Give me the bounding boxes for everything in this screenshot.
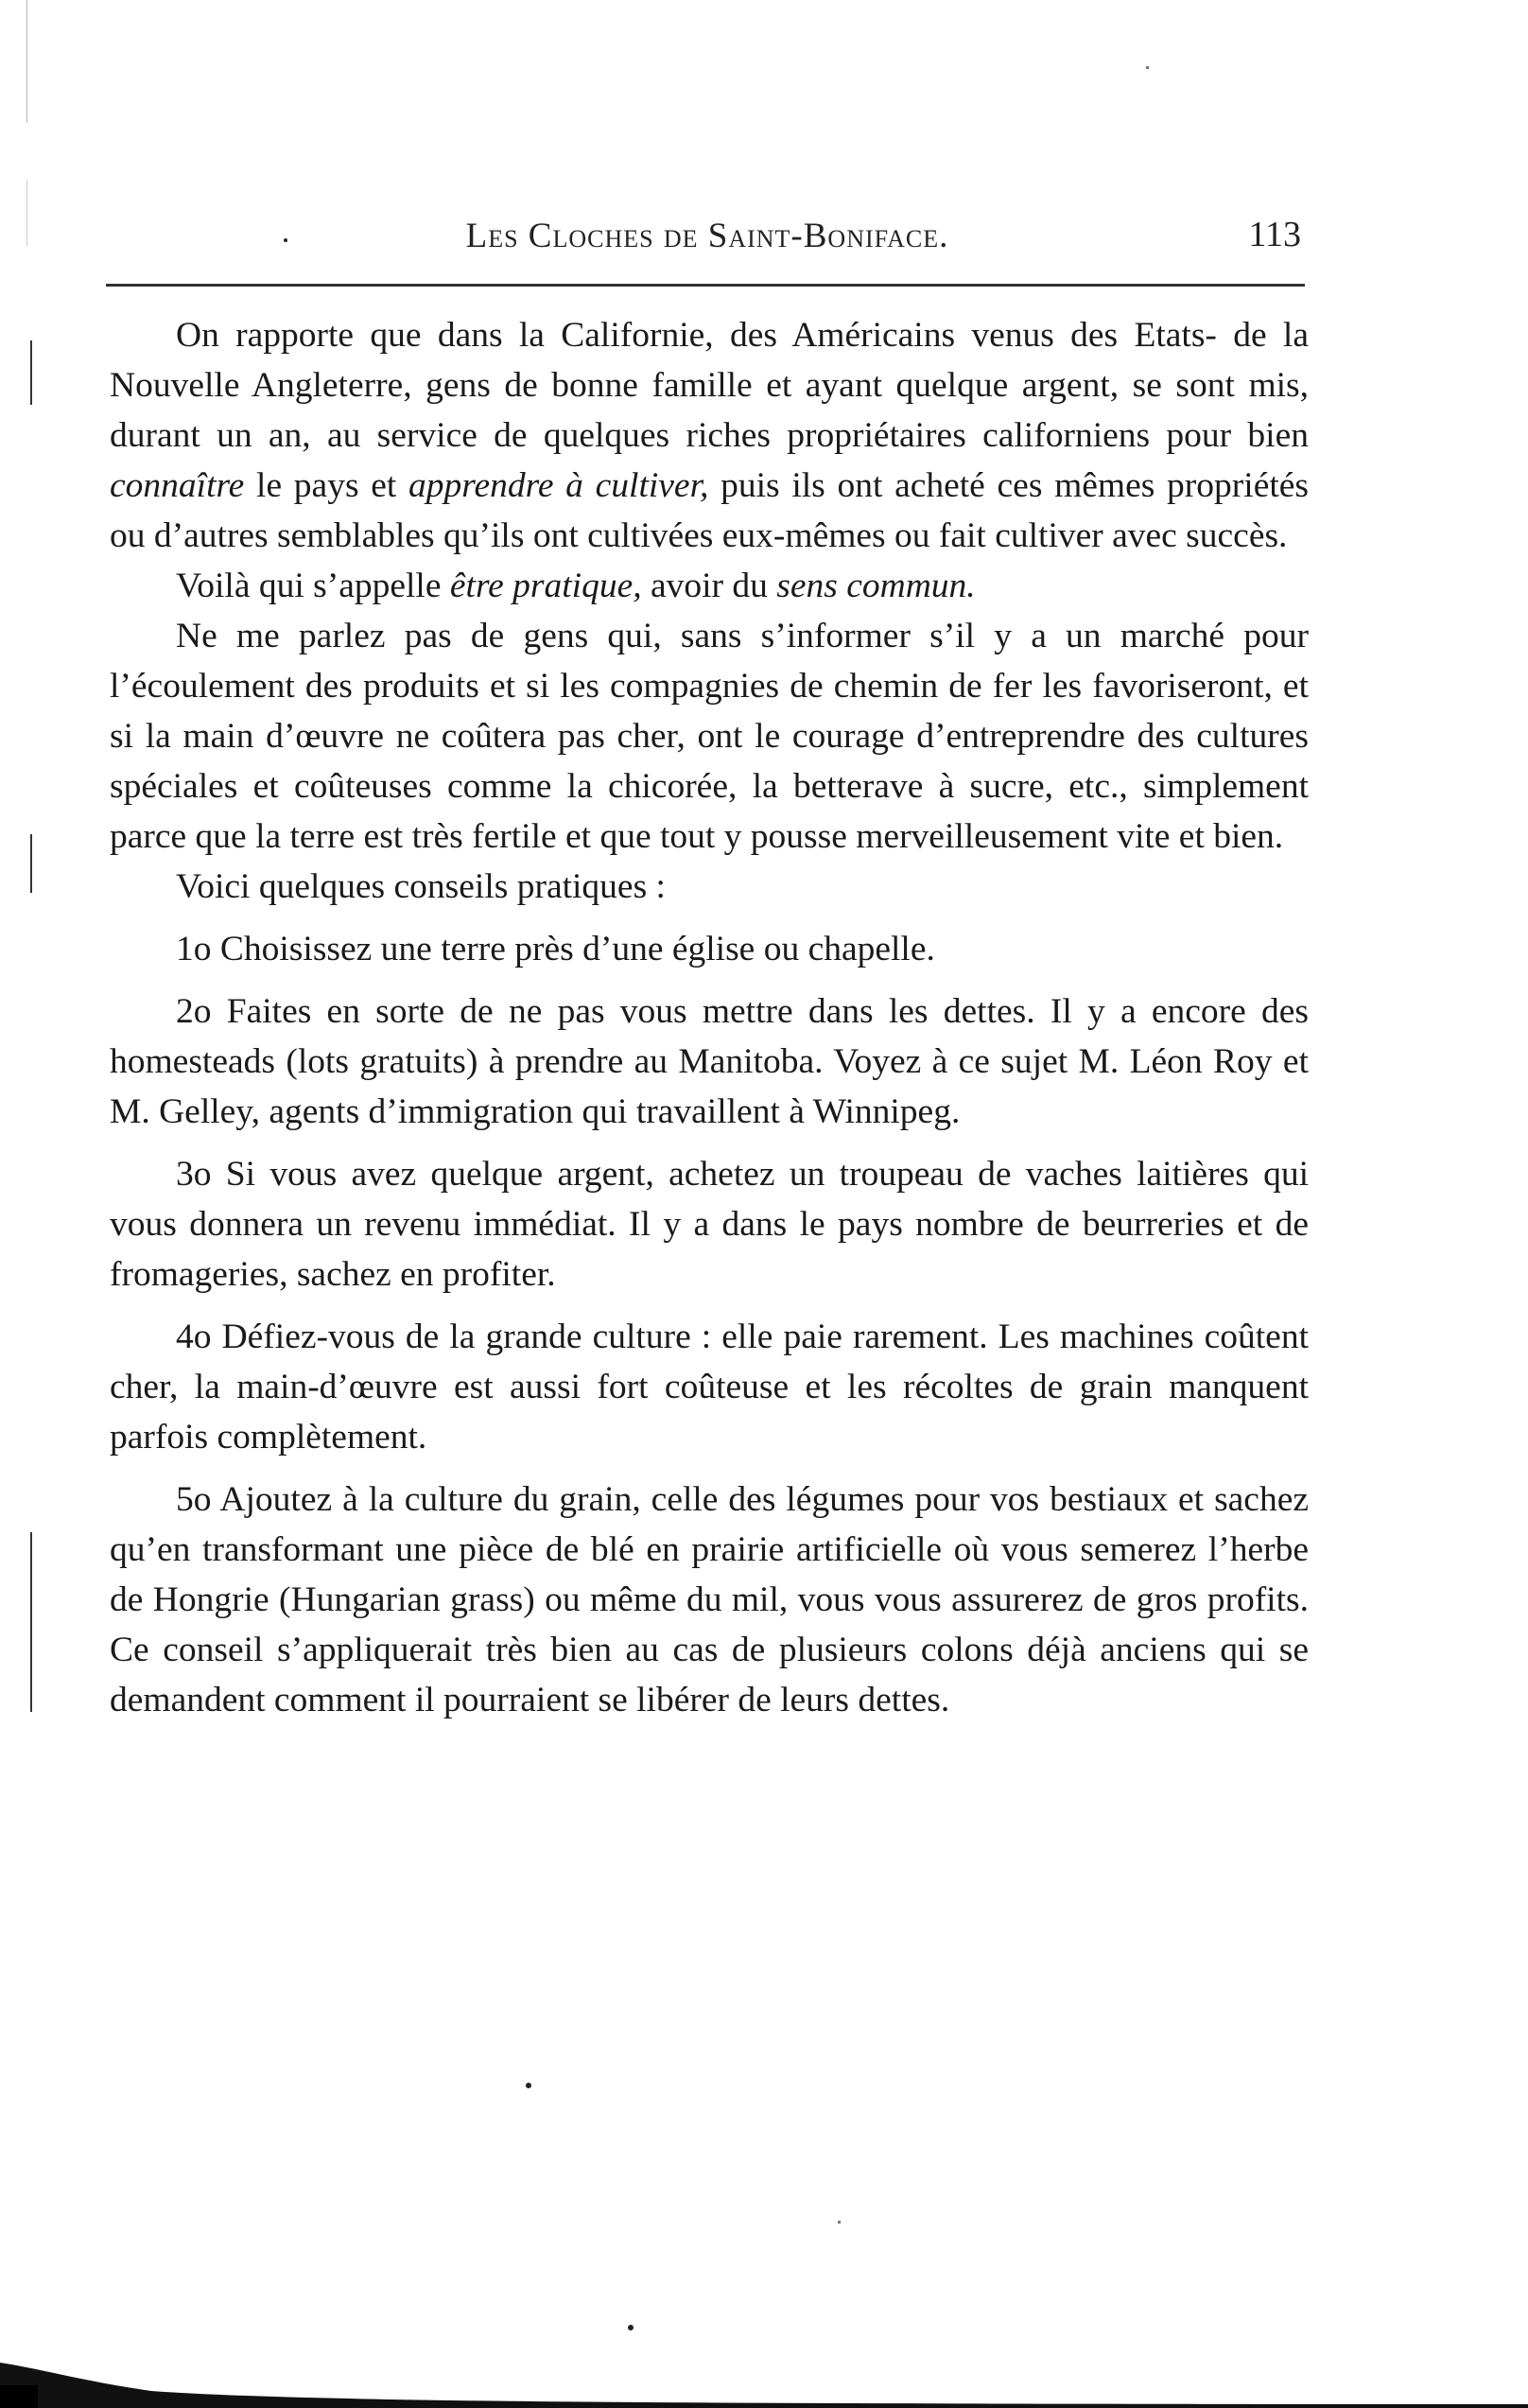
ink-speck [284, 238, 287, 242]
text-run: le pays et [244, 466, 409, 505]
italic-text: apprendre à cultiver, [408, 466, 709, 505]
advice-item: 2o Faites en sorte de ne pas vous mettre dans les dettes. Il y a encore des homesteads (lots gratuits) à prendre au Manitoba. Voyez à ce sujet M. Léon Roy et M. Gelley, agents d’immigration qui travaillent à Winnipeg. [110, 992, 1309, 1131]
paragraph: Ne me parlez pas de gens qui, sans s’informer s’il y a un marché pour l’écoulement des produits et si les compagnies de chemin de fer les favoriseront, et si la main d’œuvre ne coûtera pas cher, ont le courage d’entreprendre des cultures spéciales et coûteuses comme la chicorée, la betterave à sucre, etc., simplement parce que la terre est très fertile et que tout y pousse merveilleusement vite et bien. [110, 617, 1309, 856]
text-run: avoir du [641, 567, 777, 605]
advice-item: 4o Défiez-vous de la grande culture : elle paie rarement. Les machines coûtent cher, la main-d’œuvre est aussi fort coûteuse et les récoltes de grain manquent parfois complètement. [110, 1317, 1309, 1457]
body-text [110, 310, 1309, 1725]
ink-dot [628, 2325, 634, 2330]
header-rule [106, 284, 1305, 287]
paragraph [110, 310, 1309, 561]
running-head [113, 216, 1301, 272]
margin-mark [30, 1532, 32, 1712]
running-title: Les Cloches de Saint-Boniface. [465, 217, 949, 255]
scan-artifact [26, 180, 27, 246]
text-run: Voilà qui s’appelle [176, 567, 450, 605]
ink-dot [526, 2083, 531, 2088]
paragraph: Voici quelques conseils pratiques : [176, 867, 666, 906]
italic-text: connaître [110, 466, 245, 505]
italic-text: sens commun. [776, 567, 976, 605]
paragraph [110, 561, 1309, 611]
advice-item: 1o Choisissez une terre près d’une église ou chapelle. [176, 930, 935, 968]
page-number: 113 [1248, 215, 1301, 254]
italic-text: être pratique, [449, 567, 642, 605]
text-run: On rapporte que dans la Californie, des Américains venus des Etats- de la Nouvelle Angleterre, gens de bonne famille et ayant quelque argent, se sont mis, durant un an, au service de quelques riches propriétaires californiens pour bien [110, 316, 1309, 455]
text-run: puis ils ont acheté ces mêmes propriétés ou d’autres semblables qu’ils ont cultivées eux-mêmes ou fait cultiver avec succès. [110, 466, 1309, 555]
margin-mark [30, 834, 32, 893]
scan-edge-shadow [0, 2344, 1528, 2408]
advice-item: 3o Si vous avez quelque argent, achetez un troupeau de vaches laitières qui vous donnera un revenu immédiat. Il y a dans le pays nombre de beurreries et de fromageries, sachez en profiter. [110, 1155, 1309, 1294]
advice-item: 5o Ajoutez à la culture du grain, celle des légumes pour vos bestiaux et sachez qu’en transformant une pièce de blé en prairie artificielle où vous semerez l’herbe de Hongrie (Hungarian grass) ou même du mil, vous vous assurerez de gros profits. Ce conseil s’appliquerait très bien au cas de plusieurs colons déjà anciens qui se demandent comment il pourraient se libérer de leurs dettes. [110, 1480, 1309, 1719]
scan-artifact [26, 0, 27, 123]
ink-speck [838, 2221, 841, 2224]
ink-speck [1146, 66, 1149, 69]
margin-mark [30, 340, 32, 405]
